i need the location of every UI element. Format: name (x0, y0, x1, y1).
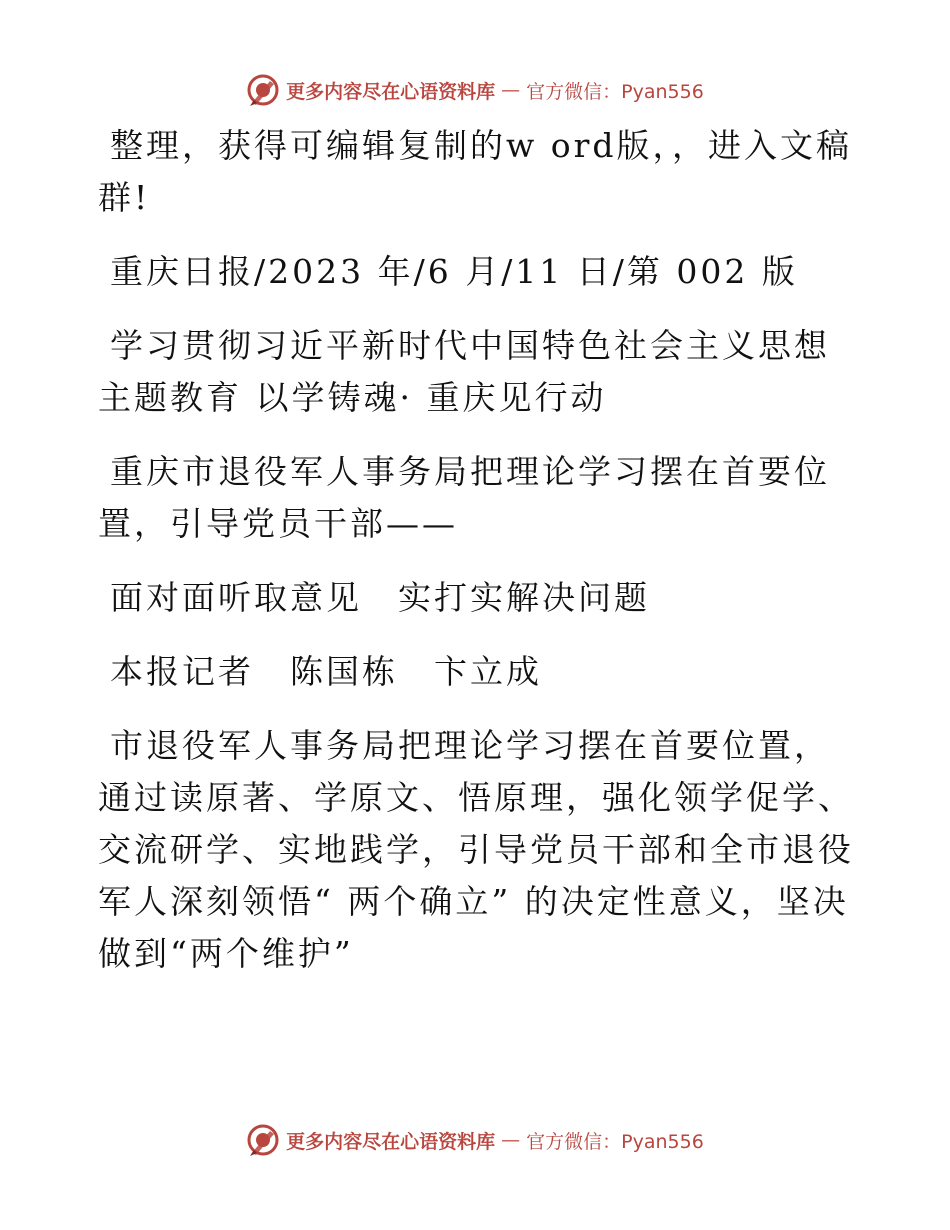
banner-wechat-text: 官方微信：Pyan556 (526, 80, 704, 103)
paragraph-headline: 面对面听取意见 实打实解决问题 (110, 578, 650, 617)
paragraph-byline: 本报记者 陈国栋 卞立成 (110, 652, 542, 691)
red-pen-circle-icon (246, 73, 280, 107)
footer-watermark (0, 1120, 950, 1160)
paragraph-intro: 整理，获得可编辑复制的w ord版，，进入文稿群! (98, 126, 853, 217)
banner-wechat-text: 官方微信：Pyan556 (526, 1130, 704, 1153)
article-body (98, 120, 858, 1002)
banner-site-text: 更多内容尽在心语资料库 (286, 1130, 496, 1153)
banner-dash: — (501, 1129, 521, 1151)
header-watermark (0, 70, 950, 110)
red-pen-circle-icon (246, 1123, 280, 1157)
banner-site-text: 更多内容尽在心语资料库 (286, 80, 496, 103)
paragraph-body: 市退役军人事务局把理论学习摆在首要位置，通过读原著、学原文、悟原理，强化领学促学、交流研学、实地践学，引导党员干部和全市退役军人深刻领悟“ 两个确立” 的决定性意义，坚决做到“两个维护” (98, 726, 854, 973)
banner-dash: — (501, 79, 521, 101)
paragraph-series-title: 学习贯彻习近平新时代中国特色社会主义思想主题教育 以学铸魂· 重庆见行动 (98, 326, 830, 417)
paragraph-source: 重庆日报/2023 年/6 月/11 日/第 002 版 (110, 252, 798, 291)
paragraph-subhead: 重庆市退役军人事务局把理论学习摆在首要位置，引导党员干部—— (98, 452, 830, 543)
